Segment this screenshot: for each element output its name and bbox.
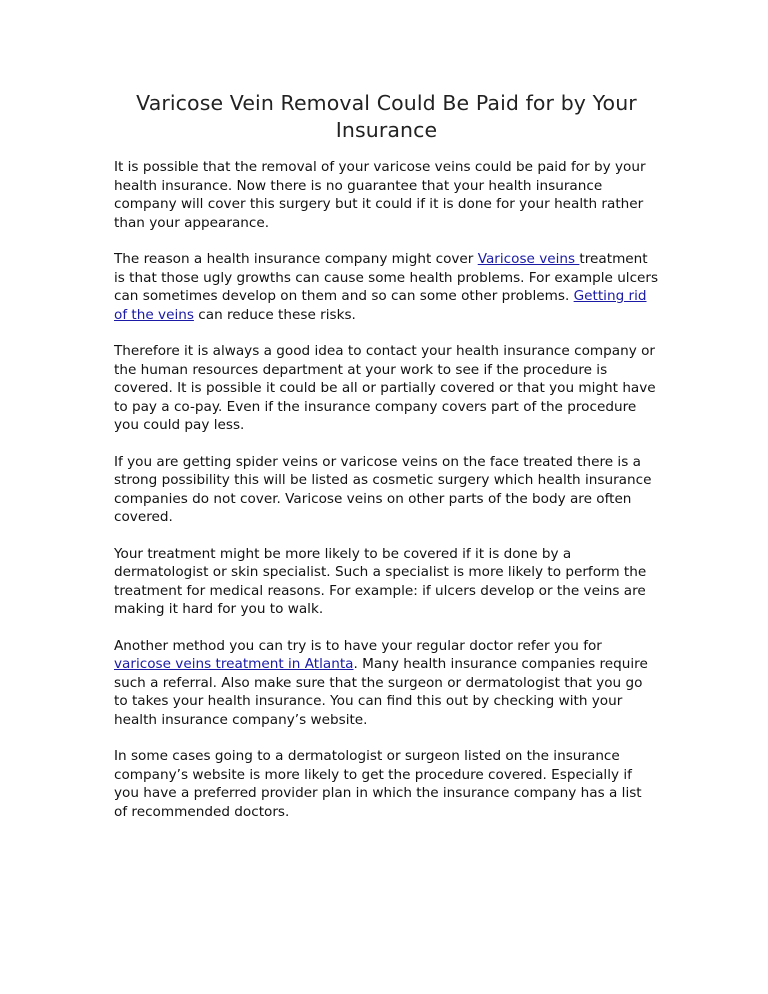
inline-link[interactable]: varicose veins treatment in Atlanta bbox=[114, 656, 354, 672]
paragraph-text: In some cases going to a dermatologist or surgeon listed on the insurance company’s website is more likely to get the procedure covered. Especially if you have a preferred provider plan in which the insurance company has a list of recommended doctors. bbox=[114, 748, 642, 820]
inline-link[interactable]: Getting rid of the veins bbox=[114, 288, 647, 323]
paragraph-text: Your treatment might be more likely to be covered if it is done by a dermatologist or skin specialist. Such a specialist is more likely to perform the treatment for medical reasons. For example: if ulcers develop or the veins are making it hard for you to walk. bbox=[114, 545, 647, 617]
body-paragraph bbox=[114, 453, 659, 527]
paragraph-text: If you are getting spider veins or varicose veins on the face treated there is a strong possibility this will be listed as cosmetic surgery which health insurance companies do not cover. Varicose veins on other parts of the body are often covered. bbox=[114, 453, 652, 525]
body-paragraph bbox=[114, 545, 659, 619]
paragraph-text: can reduce these risks. bbox=[193, 306, 356, 323]
body-paragraph bbox=[114, 637, 659, 730]
paragraph-text: The reason a health insurance company might cover bbox=[114, 251, 478, 267]
body-paragraph bbox=[114, 747, 659, 821]
paragraph-text: treatment is that those ugly growths can cause some health problems. For example ulcers can sometimes develop on them and so can some other problems. bbox=[114, 251, 659, 304]
paragraph-text: . Many health insurance companies require such a referral. Also make sure that the surgeon or dermatologist that you go to takes your health insurance. You can find this out by checking with your health insurance company’s website. bbox=[114, 656, 648, 728]
paragraph-text: It is possible that the removal of your varicose veins could be paid for by your health insurance. Now there is no guarantee that your health insurance company will cover this surgery but it could if it is done for your health rather than your appearance. bbox=[114, 159, 646, 231]
document-title: Varicose Vein Removal Could Be Paid for by Your Insurance bbox=[136, 91, 637, 142]
paragraph-text: Therefore it is always a good idea to contact your health insurance company or the human resources department at your work to see if the procedure is covered. It is possible it could be all or partially covered or that you might have to pay a co-pay. Even if the insurance company covers part of the procedure you could pay less. bbox=[114, 343, 656, 433]
document-body bbox=[114, 158, 659, 821]
body-paragraph bbox=[114, 250, 659, 324]
body-paragraph bbox=[114, 342, 659, 435]
body-paragraph bbox=[114, 158, 659, 232]
inline-link[interactable]: Varicose veins bbox=[477, 251, 580, 267]
document-page bbox=[114, 90, 659, 839]
paragraph-text: Another method you can try is to have your regular doctor refer you for bbox=[114, 637, 602, 654]
